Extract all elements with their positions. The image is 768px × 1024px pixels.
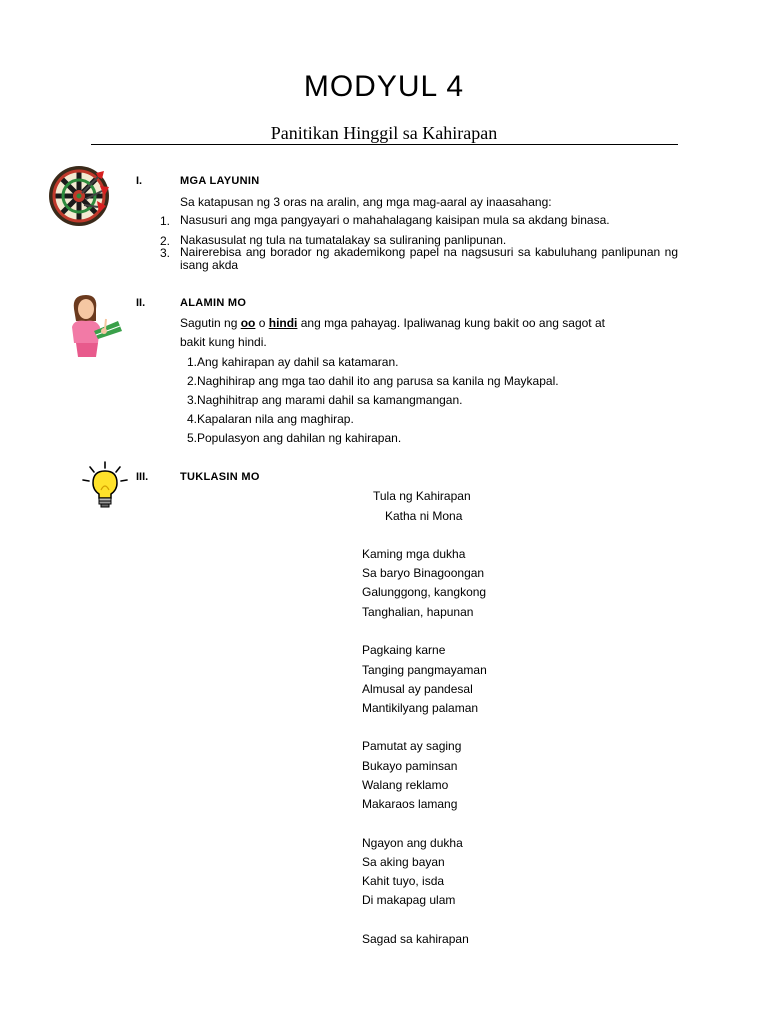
poem-line: Kahit tuyo, isda [362, 874, 445, 888]
list-number: 2. [160, 234, 171, 248]
list-item: Nairerebisa ang borador ng akademikong papel na nagsusuri sa kabuluhang panlipunan ng isang akda [180, 245, 678, 272]
poem-line: Tanging pangmayaman [362, 663, 487, 677]
poem-line: Kaming mga dukha [362, 547, 466, 561]
answer-yes: oo [240, 316, 256, 330]
statement-item: 2.Naghihirap ang mga tao dahil ito ang parusa sa kanila ng Maykapal. [187, 374, 559, 388]
poem-line: Galunggong, kangkong [362, 585, 487, 599]
poem-line: Sa aking bayan [362, 855, 445, 869]
objectives-intro: Sa katapusan ng 3 oras na aralin, ang mga mag-aaral ay inaasahang: [180, 195, 552, 209]
poem-line: Tanghalian, hapunan [362, 605, 474, 619]
poem-title: Tula ng Kahirapan [373, 489, 471, 503]
instructions-line: bakit kung hindi. [180, 335, 267, 349]
list-number: 3. [160, 246, 171, 260]
dartboard-icon [46, 163, 116, 227]
poem-line: Di makapag ulam [362, 893, 456, 907]
poem-line: Pagkaing karne [362, 643, 446, 657]
statement-item: 3.Naghihitrap ang marami dahil sa kamangmangan. [187, 393, 463, 407]
statement-item: 5.Populasyon ang dahilan ng kahirapan. [187, 431, 402, 445]
poem-line: Walang reklamo [362, 778, 449, 792]
section-heading: ALAMIN MO [180, 297, 247, 309]
answer-no: hindi [268, 316, 298, 330]
page-subtitle: Panitikan Hinggil sa Kahirapan [270, 123, 498, 143]
section-number: I. [136, 175, 143, 187]
page-title: MODYUL 4 [303, 70, 465, 103]
section-number: II. [136, 297, 146, 309]
poem-line: Sa baryo Binagoongan [362, 566, 485, 580]
poem-line: Sagad sa kahirapan [362, 932, 469, 946]
poem-line: Almusal ay pandesal [362, 682, 473, 696]
instructions-line: Sagutin ng oo o hindi ang mga pahayag. Ipaliwanag kung bakit oo ang sagot at [180, 316, 605, 330]
list-number: 1. [160, 214, 171, 228]
section-number: III. [136, 471, 149, 483]
poem-author: Katha ni Mona [385, 509, 463, 523]
poem-line: Ngayon ang dukha [362, 836, 463, 850]
statement-item: 4.Kapalaran nila ang maghirap. [187, 412, 354, 426]
poem-line: Makaraos lamang [362, 797, 458, 811]
lightbulb-icon [80, 460, 130, 510]
poem-line: Bukayo paminsan [362, 759, 458, 773]
poem-line: Pamutat ay saging [362, 739, 462, 753]
title-divider [91, 144, 678, 145]
list-item: Nasusuri ang mga pangyayari o mahahalagang kaisipan mula sa akdang binasa. [180, 213, 610, 227]
statement-item: 1.Ang kahirapan ay dahil sa katamaran. [187, 355, 399, 369]
list-item: Nakasusulat ng tula na tumatalakay sa suliraning panlipunan. [180, 233, 507, 247]
section-heading: MGA LAYUNIN [180, 175, 260, 187]
section-heading: TUKLASIN MO [180, 471, 260, 483]
poem-line: Mantikilyang palaman [362, 701, 479, 715]
teacher-reading-icon [64, 291, 126, 359]
